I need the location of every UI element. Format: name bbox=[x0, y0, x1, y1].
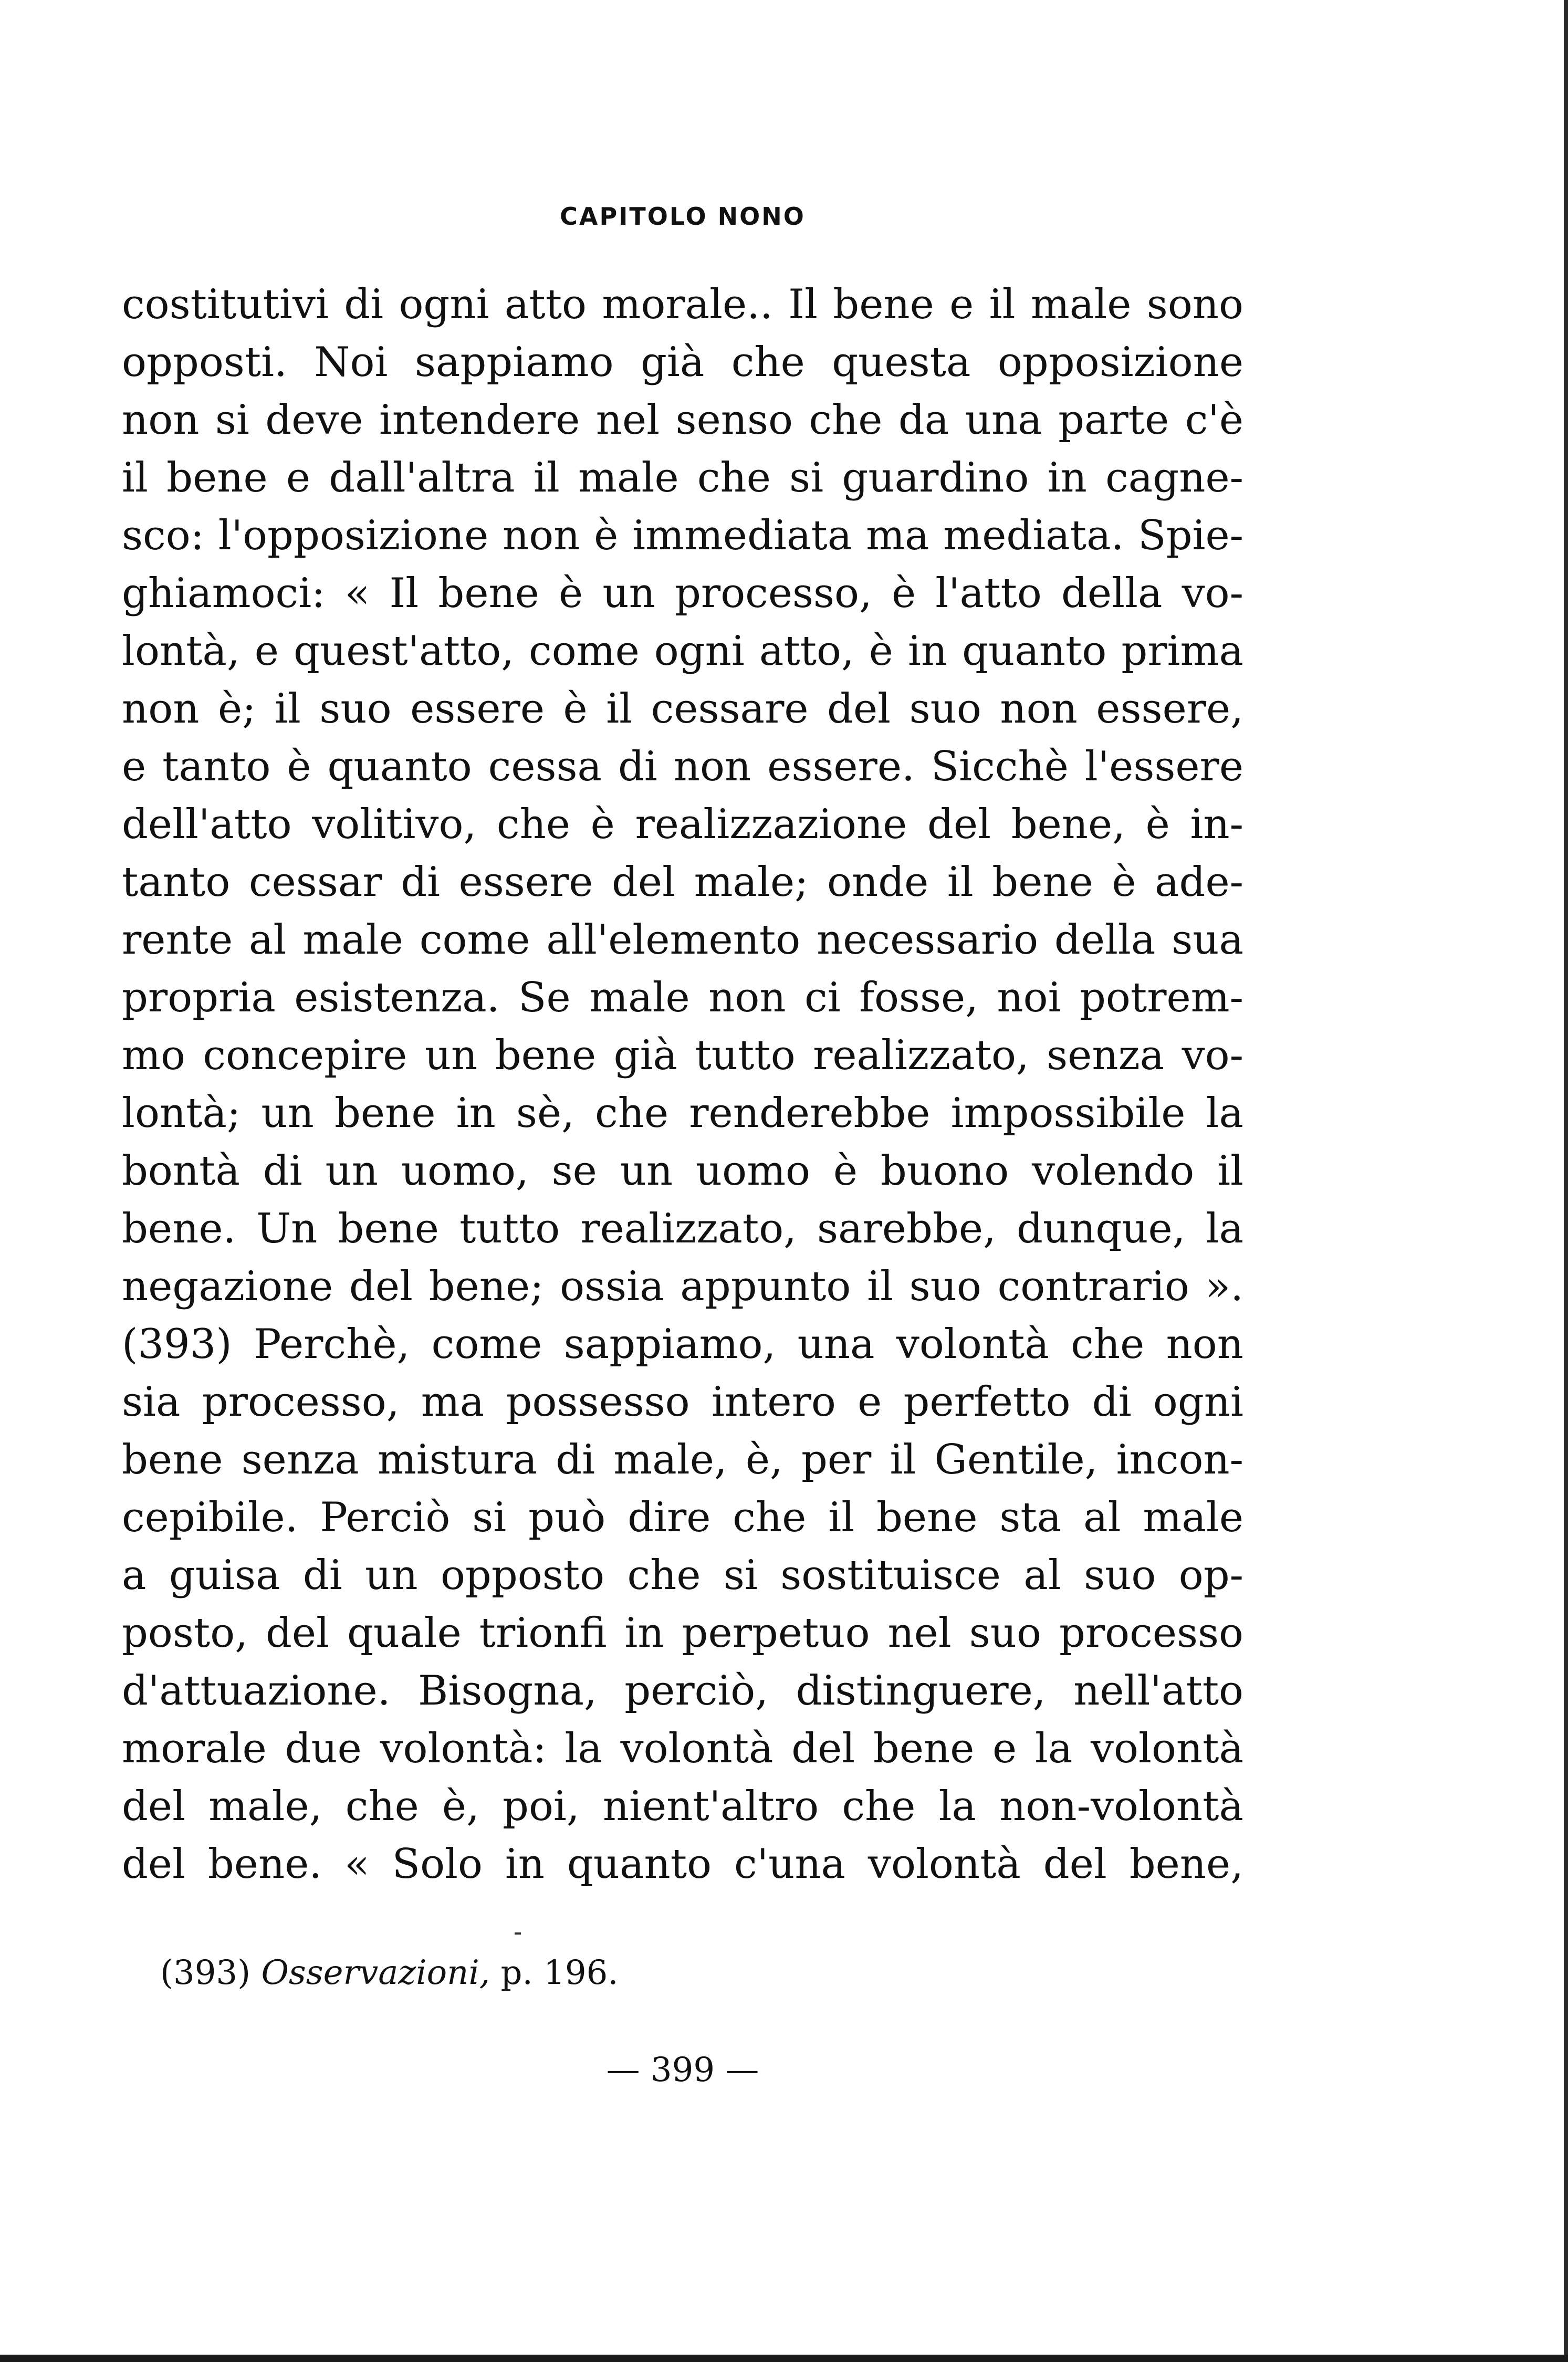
footnote-mark bbox=[515, 1932, 521, 1935]
text-line: costitutivi di ogni atto morale.. Il bene e il male sono bbox=[122, 281, 1243, 328]
text-line: dell'atto volitivo, che è realizzazione del bene, è in- bbox=[122, 801, 1243, 848]
text-line: morale due volontà: la volontà del bene e la volontà bbox=[122, 1725, 1243, 1772]
text-line: (393) Perchè, come sappiamo, una volontà che non bbox=[122, 1321, 1243, 1368]
text-line: non si deve intendere nel senso che da una parte c'è bbox=[122, 396, 1243, 444]
text-line: bontà di un uomo, se un uomo è buono volendo il bbox=[122, 1147, 1243, 1195]
text-line: bene senza mistura di male, è, per il Gentile, incon- bbox=[122, 1436, 1243, 1483]
running-head: CAPITOLO NONO bbox=[560, 202, 806, 231]
text-line: e tanto è quanto cessa di non essere. Sicchè l'essere bbox=[122, 743, 1243, 790]
footnote-reference: Osservazioni, bbox=[261, 1953, 490, 1992]
footnote-page: p. 196. bbox=[500, 1953, 619, 1992]
text-line: opposti. Noi sappiamo già che questa opposizione bbox=[122, 339, 1243, 386]
text-line: tanto cessar di essere del male; onde il bene è ade- bbox=[122, 859, 1243, 906]
body-text bbox=[122, 276, 1243, 1893]
text-line: propria esistenza. Se male non ci fosse, noi potrem- bbox=[122, 974, 1243, 1021]
text-line: il bene e dall'altra il male che si guardino in cagne- bbox=[122, 454, 1243, 501]
text-line: lontà, e quest'atto, come ogni atto, è in quanto prima bbox=[122, 628, 1243, 675]
text-line: bene. Un bene tutto realizzato, sarebbe, dunque, la bbox=[122, 1205, 1243, 1252]
text-line: posto, del quale trionfi in perpetuo nel suo processo bbox=[122, 1609, 1243, 1657]
text-line: a guisa di un opposto che si sostituisce al suo op- bbox=[122, 1552, 1243, 1599]
page-number: — 399 — bbox=[606, 2051, 759, 2089]
text-line: sco: l'opposizione non è immediata ma mediata. Spie- bbox=[122, 512, 1243, 559]
text-line: lontà; un bene in sè, che renderebbe impossibile la bbox=[122, 1090, 1243, 1137]
page-edge-bottom bbox=[0, 2355, 1568, 2362]
footnote-number: (393) bbox=[160, 1953, 251, 1992]
text-line: non è; il suo essere è il cessare del suo non essere, bbox=[122, 685, 1243, 733]
text-line: del male, che è, poi, nient'altro che la non-volontà bbox=[122, 1783, 1243, 1830]
text-line: sia processo, ma possesso intero e perfetto di ogni bbox=[122, 1378, 1243, 1426]
text-line: del bene. « Solo in quanto c'una volontà del bene, bbox=[122, 1841, 1243, 1888]
text-line: ghiamoci: « Il bene è un processo, è l'atto della vo- bbox=[122, 570, 1243, 617]
text-line: cepibile. Perciò si può dire che il bene sta al male bbox=[122, 1494, 1243, 1541]
text-line: d'attuazione. Bisogna, perciò, distinguere, nell'atto bbox=[122, 1667, 1243, 1715]
text-line: negazione del bene; ossia appunto il suo contrario ». bbox=[122, 1263, 1243, 1310]
text-line: mo concepire un bene già tutto realizzato, senza vo- bbox=[122, 1032, 1243, 1079]
footnote bbox=[160, 1953, 619, 1992]
page-edge-right bbox=[1564, 0, 1568, 2362]
text-line: rente al male come all'elemento necessario della sua bbox=[122, 916, 1243, 964]
